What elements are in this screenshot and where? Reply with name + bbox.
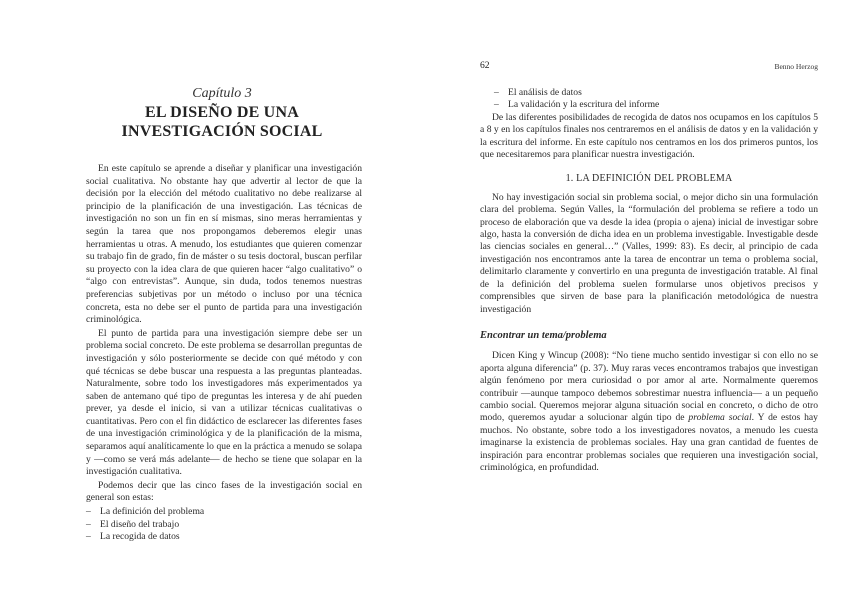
phases-list-continued <box>480 87 818 112</box>
list-item: – El análisis de datos <box>494 87 582 98</box>
chapter-label: Capítulo 3 <box>192 86 252 101</box>
paragraph: En este capítulo se aprende a diseñar y planificar una investigación social cualitativa. No obstante hay que advertir al lector de que la decisión por la elección del método cualitativo no debe realizarse al principio de la planificación de una investigación. Las técnicas de investigación no son un fin en sí mismas, sino meras herramientas y según la tarea que nos propongamos deberemos elegir unas herramientas u otras. A menudo, los estudiantes que quieren comenzar su trabajo fin de grado, fin de máster o su tesis doctoral, buscan perfilar su proyecto con la idea clara de que quieren hacer “algo cualitativo” o “algo con entrevistas”. Aunque, sin duda, todos tenemos nuestras preferencias subjetivas por un método o incluso por una técnica concreta, esta no debe ser el punto de partida para una investigación criminológica. <box>86 163 362 326</box>
running-head: Benno Herzog <box>774 62 818 71</box>
paragraph: No hay investigación social sin problema social, o mejor dicho sin una formulación clara del problema. Según Valles, la “formulación del problema se refiere a todo un proceso de elaboración que va desde la idea (propia o ajena) inicial de investigar sobre algo, hasta la conversión de dicha idea en un problema investigable. Investigable desde las ciencias sociales en general…” (Valles, 1999: 83). Es decir, al principio de cada investigación nos encontramos ante la tarea de encontrar un tema o problema social, delimitarlo claramente y convertirlo en una pregunta de investigación tratable. Al final de la definición del problema suelen formularse unos objetivos precisos y comprensibles que sirven de base para la planificación metodológica de nuestra investigación <box>480 191 818 315</box>
list-item: – El diseño del trabajo <box>86 518 180 530</box>
paragraph: Podemos decir que las cinco fases de la investigación social en general son estas: <box>86 479 362 504</box>
chapter-title: EL DISEÑO DE UNA INVESTIGACIÓN SOCIAL <box>121 104 323 140</box>
paragraph: El punto de partida para una investigación siempre debe ser un problema social concreto. De este problema se desarrollan preguntas de investigación y sólo posteriormente se decide con qué método y con qué técnicas se debe buscar una respuesta a las preguntas planteadas. Naturalmente, sobre todo los investigadores más experimentados ya saben de antemano qué tipo de preguntas les interesa y de ahí pueden prever, ya desde el inicio, si van a utilizar técnicas cualitativas o cuantitativas. Pero con el fin didáctico de esclarecer las diferentes fases de una investigación criminológica y de la planificación de la misma, separamos aquí analíticamente lo que en la práctica a menudo se solapa y —como se verá más adelante— de hecho se tiene que solapar en la investigación cualitativa. <box>86 327 362 478</box>
list-item: – La validación y la escritura del informe <box>494 99 660 111</box>
right-page <box>424 0 848 599</box>
page-number: 62 <box>480 60 490 71</box>
paragraph: Dicen King y Wincup (2008): “No tiene mucho sentido investigar si con ello no se aporta alguna diferencia” (p. 37). Muy raras veces encontramos trabajos que investigan algún fenómeno por mera curiosidad o por amor al arte. Normalmente queremos contribuir —aunque tampoco debemos sobrestimar nuestra influencia— a un pequeño cambio social. Queremos mejorar alguna situación social en concreto, o dicho de otro modo, queremos ayudar a solucionar algún tipo de problema social. Y de estos hay muchos. No obstante, sobre todo a los investigadores novatos, a menudo les cuesta imaginarse la existencia de problemas sociales. Hay una gran cantidad de fuentes de inspiración para encontrar problemas sociales que requieren una investigación social, criminológica, en profundidad. <box>480 350 818 473</box>
section-heading: 1. LA DEFINICIÓN DEL PROBLEMA <box>565 173 733 185</box>
subsection-heading: Encontrar un tema/problema <box>480 329 607 341</box>
phases-list <box>86 506 362 544</box>
list-item: – La definición del problema <box>86 506 205 518</box>
right-body-text <box>480 87 818 475</box>
left-body-text <box>86 163 362 544</box>
paragraph: De las diferentes posibilidades de recogida de datos nos ocupamos en los capítulos 5 a 8 y en los capítulos finales nos centraremos en el análisis de datos y en la validación y la escritura del informe. En este capítulo nos centramos en los dos primeros puntos, los que necesitaremos para planificar nuestra investigación. <box>480 111 818 161</box>
list-item: – La recogida de datos <box>86 531 180 543</box>
